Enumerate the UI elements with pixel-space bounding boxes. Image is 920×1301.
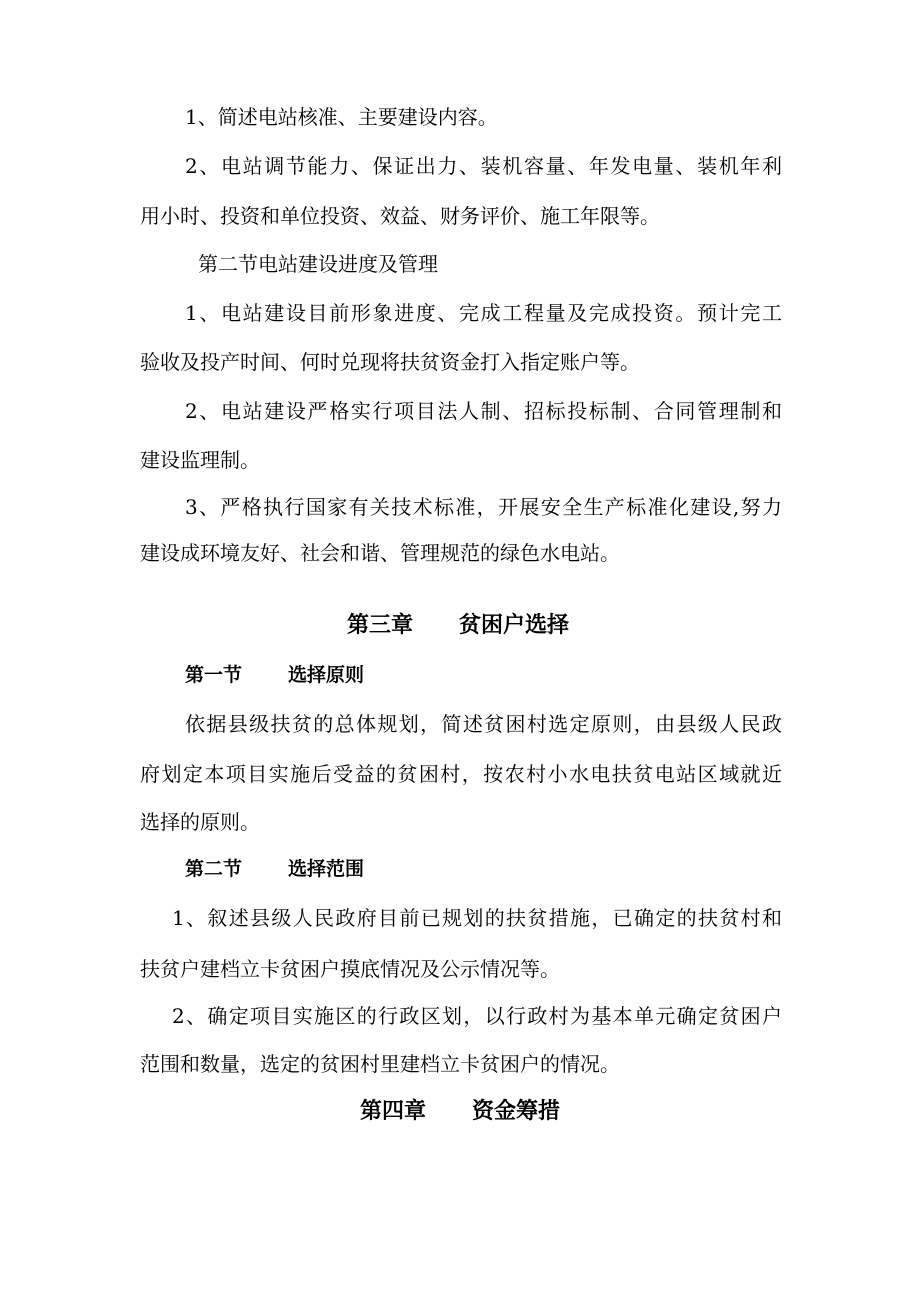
chapter-3-number: 第三章 [347,613,414,638]
section-1-line-2: 府划定本项目实施后受益的贫困村，按农村小水电扶贫电站区域就近 [140,762,782,786]
paragraph-2-line-2: 建设监理制。 [140,448,260,472]
section-1-line-3: 选择的原则。 [140,810,260,834]
paragraph-1-line-2: 验收及投产时间、何时兑现将扶贫资金打入指定账户等。 [140,350,640,374]
section-1-line-1: 依据县级扶贫的总体规划，简述贫困村选定原则，由县级人民政 [185,712,782,736]
section-2-paragraph-1-line-1: 1、叙述县级人民政府目前已规划的扶贫措施，已确定的扶贫村和 [172,906,782,930]
section-2-number: 第二节 [185,858,243,880]
section-title: 第二节电站建设进度及管理 [198,252,438,276]
chapter-4-title: 资金筹措 [472,1099,561,1124]
paragraph-3-line-1: 3、严格执行国家有关技术标准，开展安全生产标准化建设,努力 [185,495,782,519]
chapter-4-number: 第四章 [360,1099,427,1124]
paragraph-3-line-2: 建设成环境友好、社会和谐、管理规范的绿色水电站。 [140,541,620,565]
list-item-2-line-1: 2、电站调节能力、保证出力、装机容量、年发电量、装机年利 [185,154,782,178]
chapter-3-heading [347,612,569,640]
paragraph-2-line-1: 2、电站建设严格实行项目法人制、招标投标制、合同管理制和 [185,399,782,423]
list-item-2-line-2: 用小时、投资和单位投资、效益、财务评价、施工年限等。 [140,204,660,228]
section-2-paragraph-2-line-2: 范围和数量，选定的贫困村里建档立卡贫困户的情况。 [140,1052,620,1076]
section-2-heading [185,856,364,882]
chapter-4-heading [360,1098,560,1126]
section-2-paragraph-2-line-1: 2、确定项目实施区的行政区划，以行政村为基本单元确定贫困户 [172,1004,782,1028]
section-1-heading [185,662,364,688]
section-1-title: 选择原则 [288,664,365,686]
chapter-3-title: 贫困户选择 [459,613,570,638]
list-item-1: 1、简述电站核准、主要建设内容。 [185,105,498,129]
section-2-title: 选择范围 [288,858,365,880]
paragraph-1-line-1: 1、电站建设目前形象进度、完成工程量及完成投资。预计完工 [185,301,782,325]
section-2-paragraph-1-line-2: 扶贫户建档立卡贫困户摸底情况及公示情况等。 [140,957,560,981]
section-1-number: 第一节 [185,664,243,686]
